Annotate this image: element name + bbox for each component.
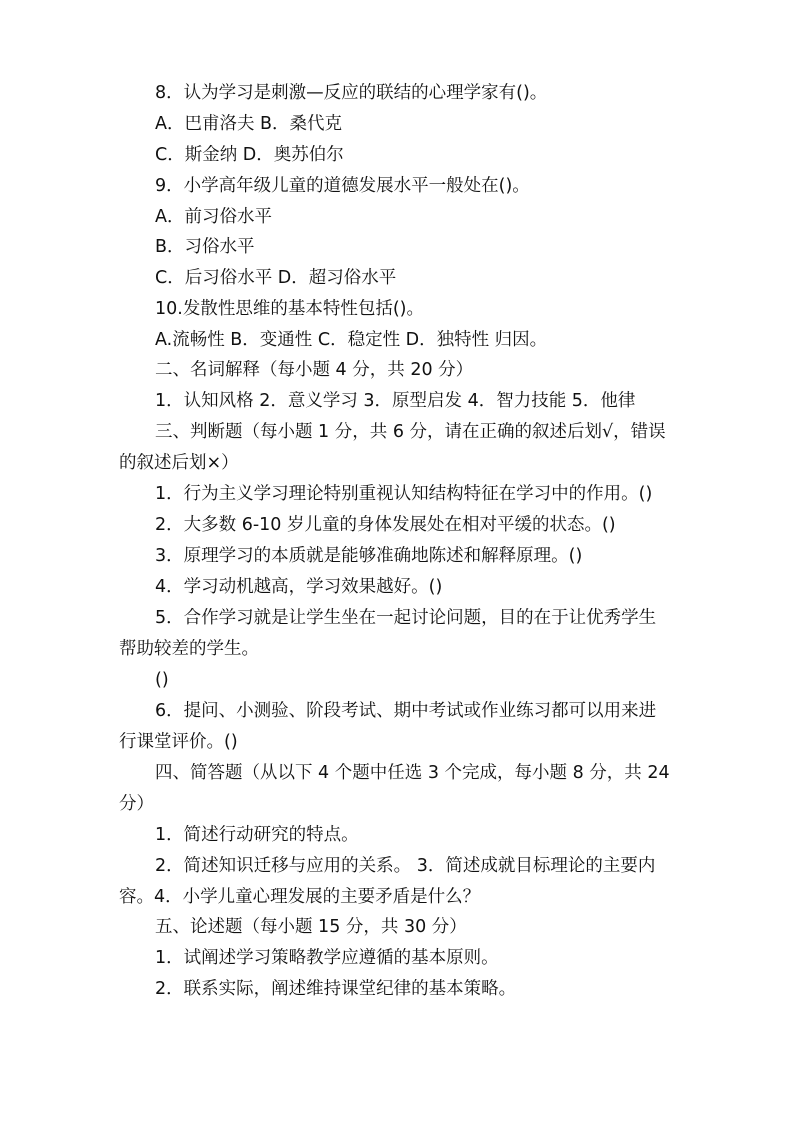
judge-6: 6．提问、小测验、阶段考试、期中考试或作业练习都可以用来进 bbox=[155, 701, 657, 721]
short-answer-2-3: 2．简述知识迁移与应用的关系。 3．简述成就目标理论的主要内 bbox=[155, 856, 656, 876]
section-4-heading: 四、简答题（从以下 4 个题中任选 3 个完成，每小题 8 分，共 24 bbox=[155, 763, 670, 783]
judge-1: 1．行为主义学习理论特别重视认知结构特征在学习中的作用。() bbox=[155, 484, 653, 504]
judge-3: 3．原理学习的本质就是能够准确地陈述和解释原理。() bbox=[155, 546, 583, 566]
essay-2: 2．联系实际，阐述维持课堂纪律的基本策略。 bbox=[155, 979, 517, 999]
section-2-heading: 二、名词解释（每小题 4 分，共 20 分） bbox=[155, 360, 474, 380]
section-4-heading-cont: 分） bbox=[119, 794, 154, 814]
judge-5-blank: () bbox=[155, 670, 169, 690]
short-answer-3-4: 容。4．小学儿童心理发展的主要矛盾是什么？ bbox=[119, 887, 481, 907]
short-answer-1: 1．简述行动研究的特点。 bbox=[155, 825, 359, 845]
question-9: 9．小学高年级儿童的道德发展水平一般处在()。 bbox=[155, 176, 530, 196]
judge-2: 2．大多数 6-10 岁儿童的身体发展处在相对平缓的状态。() bbox=[155, 515, 616, 535]
question-8-options-cd: C．斯金纳 D．奥苏伯尔 bbox=[155, 145, 344, 165]
question-9-option-a: A．前习俗水平 bbox=[155, 207, 272, 227]
section-3-heading-cont: 的叙述后划×） bbox=[119, 453, 239, 473]
question-10-options: A.流畅性 B．变通性 C．稳定性 D．独特性 归因。 bbox=[155, 330, 548, 350]
question-9-option-b: B．习俗水平 bbox=[155, 237, 255, 257]
judge-6-cont: 行课堂评价。() bbox=[119, 732, 238, 752]
section-2-terms: 1．认知风格 2．意义学习 3．原型启发 4．智力技能 5．他律 bbox=[155, 391, 636, 411]
question-9-options-cd: C．后习俗水平 D．超习俗水平 bbox=[155, 268, 397, 288]
question-8: 8．认为学习是刺激—反应的联结的心理学家有()。 bbox=[155, 83, 548, 103]
judge-5-cont: 帮助较差的学生。 bbox=[119, 639, 259, 659]
question-10: 10.发散性思维的基本特性包括()。 bbox=[155, 299, 424, 319]
essay-1: 1．试阐述学习策略教学应遵循的基本原则。 bbox=[155, 948, 499, 968]
section-5-heading: 五、论述题（每小题 15 分，共 30 分） bbox=[155, 917, 467, 937]
section-3-heading: 三、判断题（每小题 1 分，共 6 分，请在正确的叙述后划√，错误 bbox=[155, 422, 666, 442]
judge-4: 4．学习动机越高，学习效果越好。() bbox=[155, 577, 443, 597]
judge-5: 5．合作学习就是让学生坐在一起讨论问题，目的在于让优秀学生 bbox=[155, 608, 657, 628]
question-8-options-ab: A．巴甫洛夫 B．桑代克 bbox=[155, 114, 343, 134]
